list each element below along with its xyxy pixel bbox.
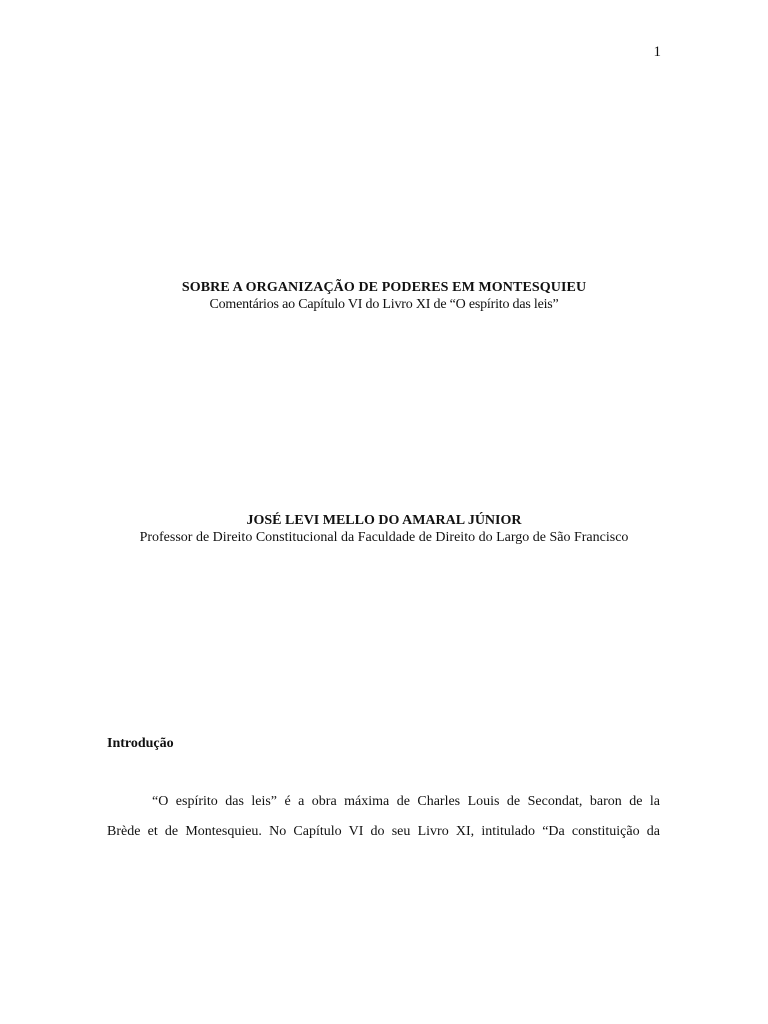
author-affiliation: Professor de Direito Constitucional da Faculdade de Direito do Largo de São Francisco [139,530,629,545]
title-block [0,279,768,313]
author-block [0,512,768,546]
section-heading: Introdução [107,736,174,751]
paragraph-line: Brède et de Montesquieu. No Capítulo VI do seu Livro XI, intitulado “Da constituição da [107,824,660,839]
document-subtitle: Comentários ao Capítulo VI do Livro XI de “O espírito das leis” [209,297,559,312]
page-number: 1 [653,44,661,60]
body-paragraph [107,787,660,847]
paragraph-line: “O espírito das leis” é a obra máxima de Charles Louis de Secondat, baron de la [152,794,660,809]
author-name: JOSÉ LEVI MELLO DO AMARAL JÚNIOR [246,513,522,528]
document-title: SOBRE A ORGANIZAÇÃO DE PODERES EM MONTESQUIEU [181,280,587,295]
